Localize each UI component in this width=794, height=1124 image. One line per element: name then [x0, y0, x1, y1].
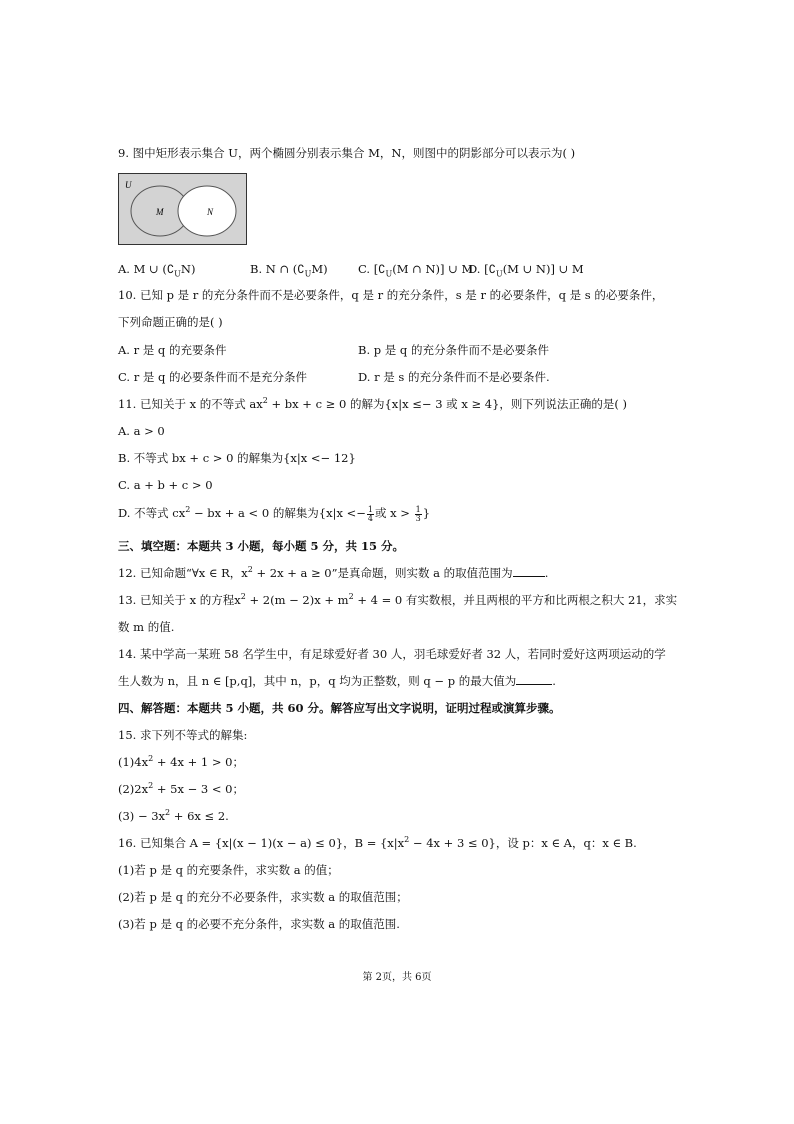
- venn-label-u: U: [125, 180, 132, 190]
- q16-part-2: (2)若 p 是 q 的充分不必要条件，求实数 a 的取值范围；: [118, 890, 408, 904]
- q15-part-1: $(1)4x^2 + 4x + 1 > 0$；: [118, 754, 244, 769]
- q15-part-2: $(2)2x^2 + 5x - 3 < 0$；: [118, 781, 244, 796]
- fraction-one-third: $\frac{1}{3}$: [415, 504, 421, 523]
- answer-blank[interactable]: [516, 673, 552, 685]
- q14-line1: 14. 某中学高一某班 58 名学生中，有足球爱好者 30 人，羽毛球爱好者 32 人，若同时爱好这两项运动的学: [118, 647, 666, 661]
- q12-text: 12. 已知命题“∀x ∈ R，$x^2 + 2x + a \ge 0$”是真命题，则实数 a 的取值范围为 .: [118, 565, 549, 580]
- q16-part-1: (1)若 p 是 q 的充要条件，求实数 a 的值；: [118, 863, 339, 877]
- q16-part-3: (3)若 p 是 q 的必要不充分条件，求实数 a 的取值范围.: [118, 917, 400, 931]
- venn-label-m: M: [156, 207, 164, 217]
- q10-stem-line1: 10. 已知 p 是 r 的充分条件而不是必要条件，q 是 r 的充分条件，s 是 r 的必要条件，q 是 s 的必要条件，: [118, 288, 664, 302]
- q10-stem-line2: 下列命题正确的是( ): [118, 315, 223, 329]
- q13-line1: 13. 已知关于 x 的方程$x^2 + 2(m - 2)x + m^2 + 4 = 0$ 有实数根，并且两根的平方和比两根之积大 21，求实: [118, 592, 678, 607]
- q14-line2: 生人数为 n，且 n ∈ [p,q]，其中 n，p，q 均为正整数，则 q − p 的最大值为 .: [118, 674, 556, 688]
- q15-stem: 15. 求下列不等式的解集:: [118, 728, 248, 742]
- q10-option-d: D. r 是 s 的充分条件而不是必要条件.: [358, 370, 550, 384]
- venn-diagram: [118, 173, 247, 245]
- q9-option-d: D. [$∁_U(M$ ∪ N)] ∪ M: [468, 262, 584, 279]
- q11-option-d: D. 不等式 $cx^2$ − bx + a < 0 的解集为{x|x <− $\frac{1}{4}$ 或 x > $\frac{1}{3}$ }: [118, 504, 431, 523]
- fraction-one-quarter: $\frac{1}{4}$: [367, 504, 373, 523]
- q10-option-a: A. r 是 q 的充要条件: [118, 343, 227, 357]
- answer-blank[interactable]: [513, 565, 545, 577]
- q13-line2: 数 m 的值.: [118, 620, 175, 634]
- q9-option-a: A. M ∪ $(∁_UN)$: [118, 262, 196, 279]
- section-3-heading: 三、填空题：本题共 3 小题，每小题 5 分，共 15 分。: [118, 539, 405, 553]
- q15-part-3: $(3) - 3x^2 + 6x \le 2$.: [118, 808, 229, 823]
- q11-stem: 11. 已知关于 x 的不等式 $ax^2$ + bx + c ≥ 0 的解为{x|x ≤− 3 或 x ≥ 4}，则下列说法正确的是( ): [118, 396, 628, 411]
- q9-stem: 9. 图中矩形表示集合 U，两个椭圆分别表示集合 M，N，则图中的阴影部分可以表示为( ): [118, 146, 576, 160]
- q16-stem: 16. 已知集合 A = {x|(x − 1)(x − a) ≤ 0}，$B = \{x|x^2 - 4x + 3 \le 0\}$，设 p：x ∈ A，q：x ∈ B.: [118, 835, 637, 850]
- q9-option-c: C. [$∁_U(M$ ∩ N)] ∪ M: [358, 262, 474, 279]
- q11-option-a: A. a > 0: [118, 424, 165, 438]
- venn-label-n: N: [207, 207, 214, 217]
- q10-option-c: C. r 是 q 的必要条件而不是充分条件: [118, 370, 308, 384]
- section-4-heading: 四、解答题：本题共 5 小题，共 60 分。解答应写出文字说明，证明过程或演算步骤。: [118, 701, 561, 715]
- q11-option-c: C. a + b + c > 0: [118, 478, 213, 492]
- q10-option-b: B. p 是 q 的充分条件而不是必要条件: [358, 343, 549, 357]
- page-footer: 第 2页，共 6页: [362, 972, 432, 983]
- q11-option-b: B. 不等式 bx + c > 0 的解集为{x|x <− 12}: [118, 451, 356, 465]
- q9-option-b: B. N ∩ $(∁_UM)$: [250, 262, 328, 279]
